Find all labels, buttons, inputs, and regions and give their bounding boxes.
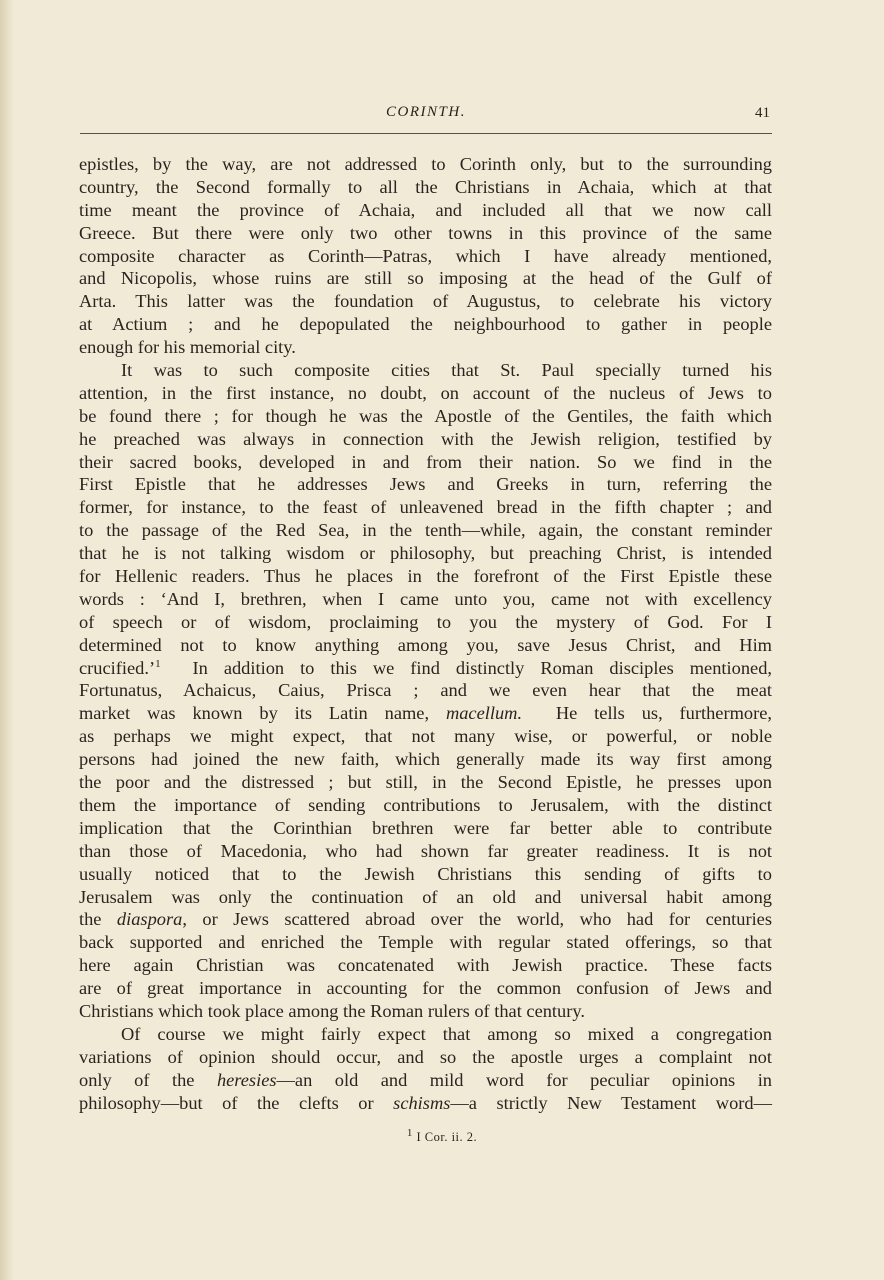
text-line: are of great importance in accounting for the common confusion of Jews and bbox=[79, 978, 772, 999]
text-line: them the importance of sending contributions to Jerusalem, with the distinct bbox=[79, 794, 772, 815]
text-line: that he is not talking wisdom or philosophy, but preaching Christ, is intended bbox=[79, 543, 772, 564]
text-line: usually noticed that to the Jewish Christians this sending of gifts to bbox=[79, 863, 772, 884]
text-line: at Actium ; and he depopulated the neighbourhood to gather in people bbox=[79, 314, 772, 335]
text-fragment: only of the bbox=[79, 1069, 195, 1090]
text-fragment: market was known by its Latin name, bbox=[79, 703, 430, 724]
text-fragment: crucified.’ bbox=[79, 657, 156, 678]
text-line: of speech or of wisdom, proclaiming to you the mystery of God. For I bbox=[79, 611, 772, 632]
text-line: country, the Second formally to all the Christians in Achaia, which at that bbox=[79, 176, 772, 197]
text-line bbox=[79, 702, 772, 725]
text-fragment: the bbox=[79, 909, 102, 930]
text-line: Fortunatus, Achaicus, Caius, Prisca ; and we even hear that the meat bbox=[79, 680, 772, 701]
footnote-reference: 1 bbox=[155, 657, 161, 670]
text-line: and Nicopolis, whose ruins are still so imposing at the head of the Gulf of bbox=[79, 268, 772, 289]
footnote bbox=[0, 1126, 884, 1145]
text-line: Christians which took place among the Roman rulers of that century. bbox=[79, 1000, 585, 1021]
text-line: to the passage of the Red Sea, in the tenth—while, again, the constant reminder bbox=[79, 520, 772, 541]
page-number: 41 bbox=[755, 105, 770, 121]
footnote-text: I Cor. ii. 2. bbox=[416, 1130, 478, 1144]
text-line: Greece. But there were only two other towns in this province of the same bbox=[79, 222, 772, 243]
text-line: determined not to know anything among you, save Jesus Christ, and Him bbox=[79, 634, 772, 655]
page-header bbox=[80, 104, 772, 130]
text-fragment: philosophy—but of the clefts or bbox=[79, 1092, 374, 1113]
text-line: variations of opinion should occur, and so the apostle urges a complaint not bbox=[79, 1046, 772, 1067]
text-line bbox=[79, 1092, 772, 1115]
text-line: epistles, by the way, are not addressed to Corinth only, but to the surrounding bbox=[79, 154, 772, 174]
text-fragment: He tells us, furthermore, bbox=[555, 703, 772, 724]
text-line: enough for his memorial city. bbox=[79, 337, 296, 358]
text-line: Of course we might fairly expect that among so mixed a congregation bbox=[121, 1023, 772, 1044]
text-fragment: In addition to this we find distinctly Roman disciples mentioned, bbox=[192, 657, 772, 678]
text-line bbox=[79, 908, 772, 931]
running-title: CORINTH. bbox=[386, 104, 466, 120]
text-fragment: —a strictly New Testament word— bbox=[450, 1092, 772, 1113]
text-line: than those of Macedonia, who had shown far greater readiness. It is not bbox=[79, 840, 772, 861]
text-line: It was to such composite cities that St. Paul specially turned his bbox=[121, 360, 772, 381]
text-line: their sacred books, developed in and from their nation. So we find in the bbox=[79, 451, 772, 472]
footnote-marker: 1 bbox=[406, 1126, 413, 1139]
text-line: persons had joined the new faith, which generally made its way first among bbox=[79, 749, 772, 770]
text-line: time meant the province of Achaia, and included all that we now call bbox=[79, 199, 772, 220]
text-line: back supported and enriched the Temple with regular stated offerings, so that bbox=[79, 932, 772, 953]
text-line bbox=[79, 657, 772, 680]
text-line: Jerusalem was only the continuation of an old and universal habit among bbox=[79, 886, 772, 907]
text-line: here again Christian was concatenated with Jewish practice. These facts bbox=[79, 955, 772, 976]
text-line: the poor and the distressed ; but still, in the Second Epistle, he presses upon bbox=[79, 772, 772, 793]
text-line bbox=[79, 1069, 772, 1092]
italic-term: diaspora bbox=[116, 909, 183, 930]
text-line: First Epistle that he addresses Jews and Greeks in turn, referring the bbox=[79, 474, 772, 495]
text-line: former, for instance, to the feast of unleavened bread in the fifth chapter ; and bbox=[79, 497, 772, 518]
italic-term: heresies bbox=[216, 1069, 277, 1090]
text-line: for Hellenic readers. Thus he places in the forefront of the First Epistle these bbox=[79, 566, 772, 587]
text-fragment: —an old and mild word for peculiar opinions in bbox=[276, 1069, 772, 1090]
text-fragment: , or Jews scattered abroad over the world, who had for centuries bbox=[182, 909, 772, 930]
text-line: Arta. This latter was the foundation of Augustus, to celebrate his victory bbox=[79, 291, 772, 312]
text-line: composite character as Corinth—Patras, which I have already mentioned, bbox=[79, 245, 772, 266]
italic-term: macellum. bbox=[445, 703, 523, 724]
italic-term: schisms bbox=[393, 1092, 451, 1113]
text-line: be found there ; for though he was the Apostle of the Gentiles, the faith which bbox=[79, 405, 772, 426]
text-line: he preached was always in connection with the Jewish religion, testified by bbox=[79, 428, 772, 449]
body-text bbox=[79, 153, 772, 1114]
text-line: attention, in the first instance, no doubt, on account of the nucleus of Jews to bbox=[79, 382, 772, 403]
text-line: as perhaps we might expect, that not many wise, or powerful, or noble bbox=[79, 726, 772, 747]
page-edge bbox=[0, 0, 14, 1280]
text-line: words : ‘And I, brethren, when I came unto you, came not with excellency bbox=[79, 588, 772, 609]
text-line: implication that the Corinthian brethren were far better able to contribute bbox=[79, 817, 772, 838]
header-rule bbox=[80, 133, 772, 134]
